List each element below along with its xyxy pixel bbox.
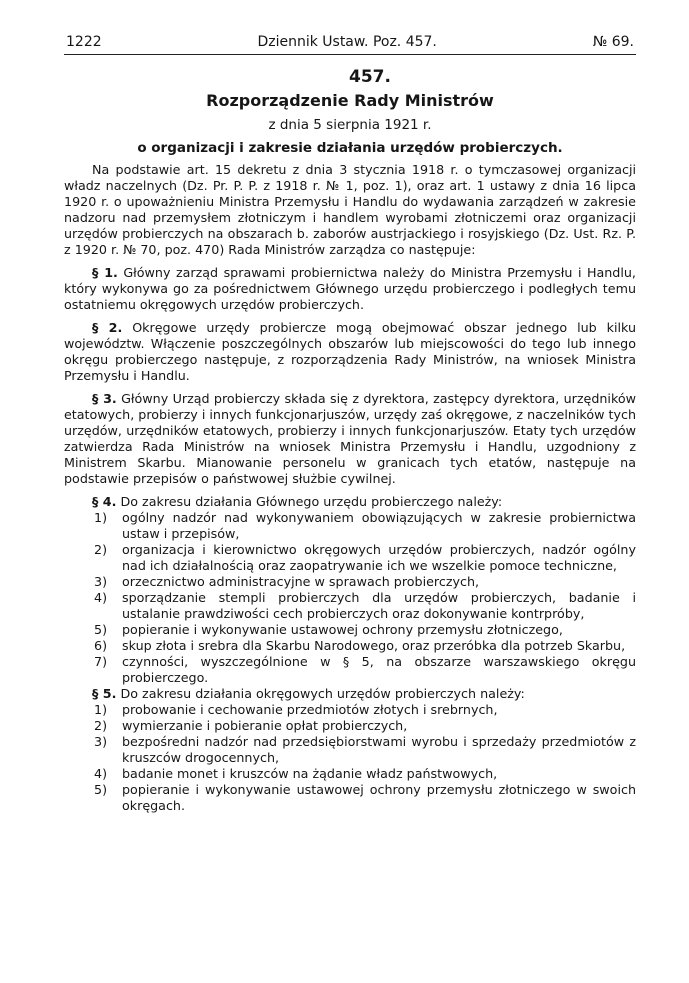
item-number: 3) [94, 734, 108, 749]
item-number: 1) [94, 510, 108, 525]
item-number: 6) [94, 638, 108, 653]
section-2-text: Okręgowe urzędy probiercze mogą obejmować obszar jednego lub kilku województw. Włączenie poszczególnych obszarów lub miejscowości do tego lub innego okręgu probierczego następuje, z rozporządzenia Rady Ministrów, na wniosek Ministra Przemysłu i Handlu. [64, 320, 636, 383]
item-number: 5) [94, 622, 108, 637]
list-item [64, 638, 636, 654]
item-text: badanie monet i kruszców na żądanie władz państwowych, [122, 766, 498, 781]
item-text: popieranie i wykonywanie ustawowej ochrony przemysłu złotniczego w swoich okręgach. [122, 782, 636, 813]
section-4-intro [64, 494, 636, 510]
section-4-text: Do zakresu działania Głównego urzędu probierczego należy: [120, 494, 503, 509]
page-header [64, 34, 636, 54]
list-item [64, 542, 636, 574]
section-5-intro [64, 686, 636, 702]
item-number: 4) [94, 590, 108, 605]
item-number: 7) [94, 654, 108, 669]
item-number: 2) [94, 718, 108, 733]
document-subject: o organizacji i zakresie działania urzędów probierczych. [137, 140, 563, 156]
item-text: sporządzanie stempli probierczych dla urzędów probierczych, badanie i ustalanie prawdziwości cech probierczych oraz dokonywanie kontrpróby, [122, 590, 636, 621]
section-5-list [64, 702, 636, 814]
item-text: probowanie i cechowanie przedmiotów złotych i srebrnych, [122, 702, 498, 717]
document-title: Rozporządzenie Rady Ministrów [206, 91, 494, 110]
journal-title: Dziennik Ustaw. Poz. 457. [257, 34, 437, 50]
list-item [64, 702, 636, 718]
page [64, 34, 636, 814]
section-3 [64, 391, 636, 487]
header-rule [64, 54, 636, 55]
item-text: skup złota i srebra dla Skarbu Narodowego, oraz przeróbka dla potrzeb Skarbu, [122, 638, 626, 653]
list-item [64, 734, 636, 766]
item-number: 3) [94, 574, 108, 589]
list-item [64, 590, 636, 622]
section-1-text: Główny zarząd sprawami probiernictwa należy do Ministra Przemysłu i Handlu, który wykonywa go za pośrednictwem Głównego urzędu probierczego i podległych temu ostatniemu okręgowych urzędów probierczych. [64, 265, 636, 312]
item-text: czynności, wyszczególnione w § 5, na obszarze warszawskiego okręgu probierczego. [122, 654, 636, 685]
list-item [64, 718, 636, 734]
item-number: 2) [94, 542, 108, 557]
list-item [64, 622, 636, 638]
document-number: 457. [349, 67, 391, 87]
section-1-sign: § 1. [92, 265, 118, 280]
section-3-text: Główny Urząd probierczy składa się z dyrektora, zastępcy dyrektora, urzędników etatowych, probierzy i innych funkcjonarjuszów, urzędy zaś okręgowe, z naczelników tych urzędów, urzędników etatowych, probierzy i innych funkcjonarjuszów. Etaty tych urzędów zatwierdza Rada Ministrów na wniosek Ministra Przemysłu i Handlu, uzgodniony z Ministrem Skarbu. Mianowanie personelu w granicach tych etatów, następuje na podstawie przepisów o państwowej służbie cywilnej. [64, 391, 636, 486]
item-text: orzecznictwo administracyjne w sprawach probierczych, [122, 574, 480, 589]
section-1 [64, 265, 636, 313]
list-item [64, 510, 636, 542]
section-4-sign: § 4. [92, 494, 117, 509]
page-number: 1222 [66, 34, 102, 50]
section-3-sign: § 3. [92, 391, 117, 406]
list-item [64, 654, 636, 686]
item-number: 4) [94, 766, 108, 781]
item-text: bezpośredni nadzór nad przedsiębiorstwami wyrobu i sprzedaży przedmiotów z kruszców drogocennych, [122, 734, 636, 765]
item-text: wymierzanie i pobieranie opłat probierczych, [122, 718, 408, 733]
item-text: popieranie i wykonywanie ustawowej ochrony przemysłu złotniczego, [122, 622, 563, 637]
item-text: ogólny nadzór nad wykonywaniem obowiązujących w zakresie probiernictwa ustaw i przepisów, [122, 510, 636, 541]
section-5-text: Do zakresu działania okręgowych urzędów probierczych należy: [120, 686, 525, 701]
section-2 [64, 320, 636, 384]
list-item [64, 766, 636, 782]
section-4-list [64, 510, 636, 686]
item-text: organizacja i kierownictwo okręgowych urzędów probierczych, nadzór ogólny nad ich działalnością oraz zaopatrywanie ich we wszelkie pomoce techniczne, [122, 542, 636, 573]
list-item [64, 574, 636, 590]
preamble: Na podstawie art. 15 dekretu z dnia 3 stycznia 1918 r. o tymczasowej organizacji władz naczelnych (Dz. Pr. P. P. z 1918 r. № 1, poz. 1), oraz art. 1 ustawy z dnia 16 lipca 1920 r. o upoważnieniu Ministra Przemysłu i Handlu do wydawania zarządzeń w zakresie nadzoru nad przemysłem złotniczym i handlem wyrobami złotniczemi oraz organizacji urzędów probierczych na obszarach b. zaborów austrjackiego i rosyjskiego (Dz. Ust. Rz. P. z 1920 r. № 70, poz. 470) Rada Ministrów zarządza co następuje: [64, 162, 636, 257]
item-number: 1) [94, 702, 108, 717]
list-item [64, 782, 636, 814]
section-2-sign: § 2. [92, 320, 123, 335]
document-date: z dnia 5 sierpnia 1921 r. [268, 117, 432, 133]
item-number: 5) [94, 782, 108, 797]
section-5-sign: § 5. [92, 686, 117, 701]
issue-number: № 69. [592, 34, 634, 50]
